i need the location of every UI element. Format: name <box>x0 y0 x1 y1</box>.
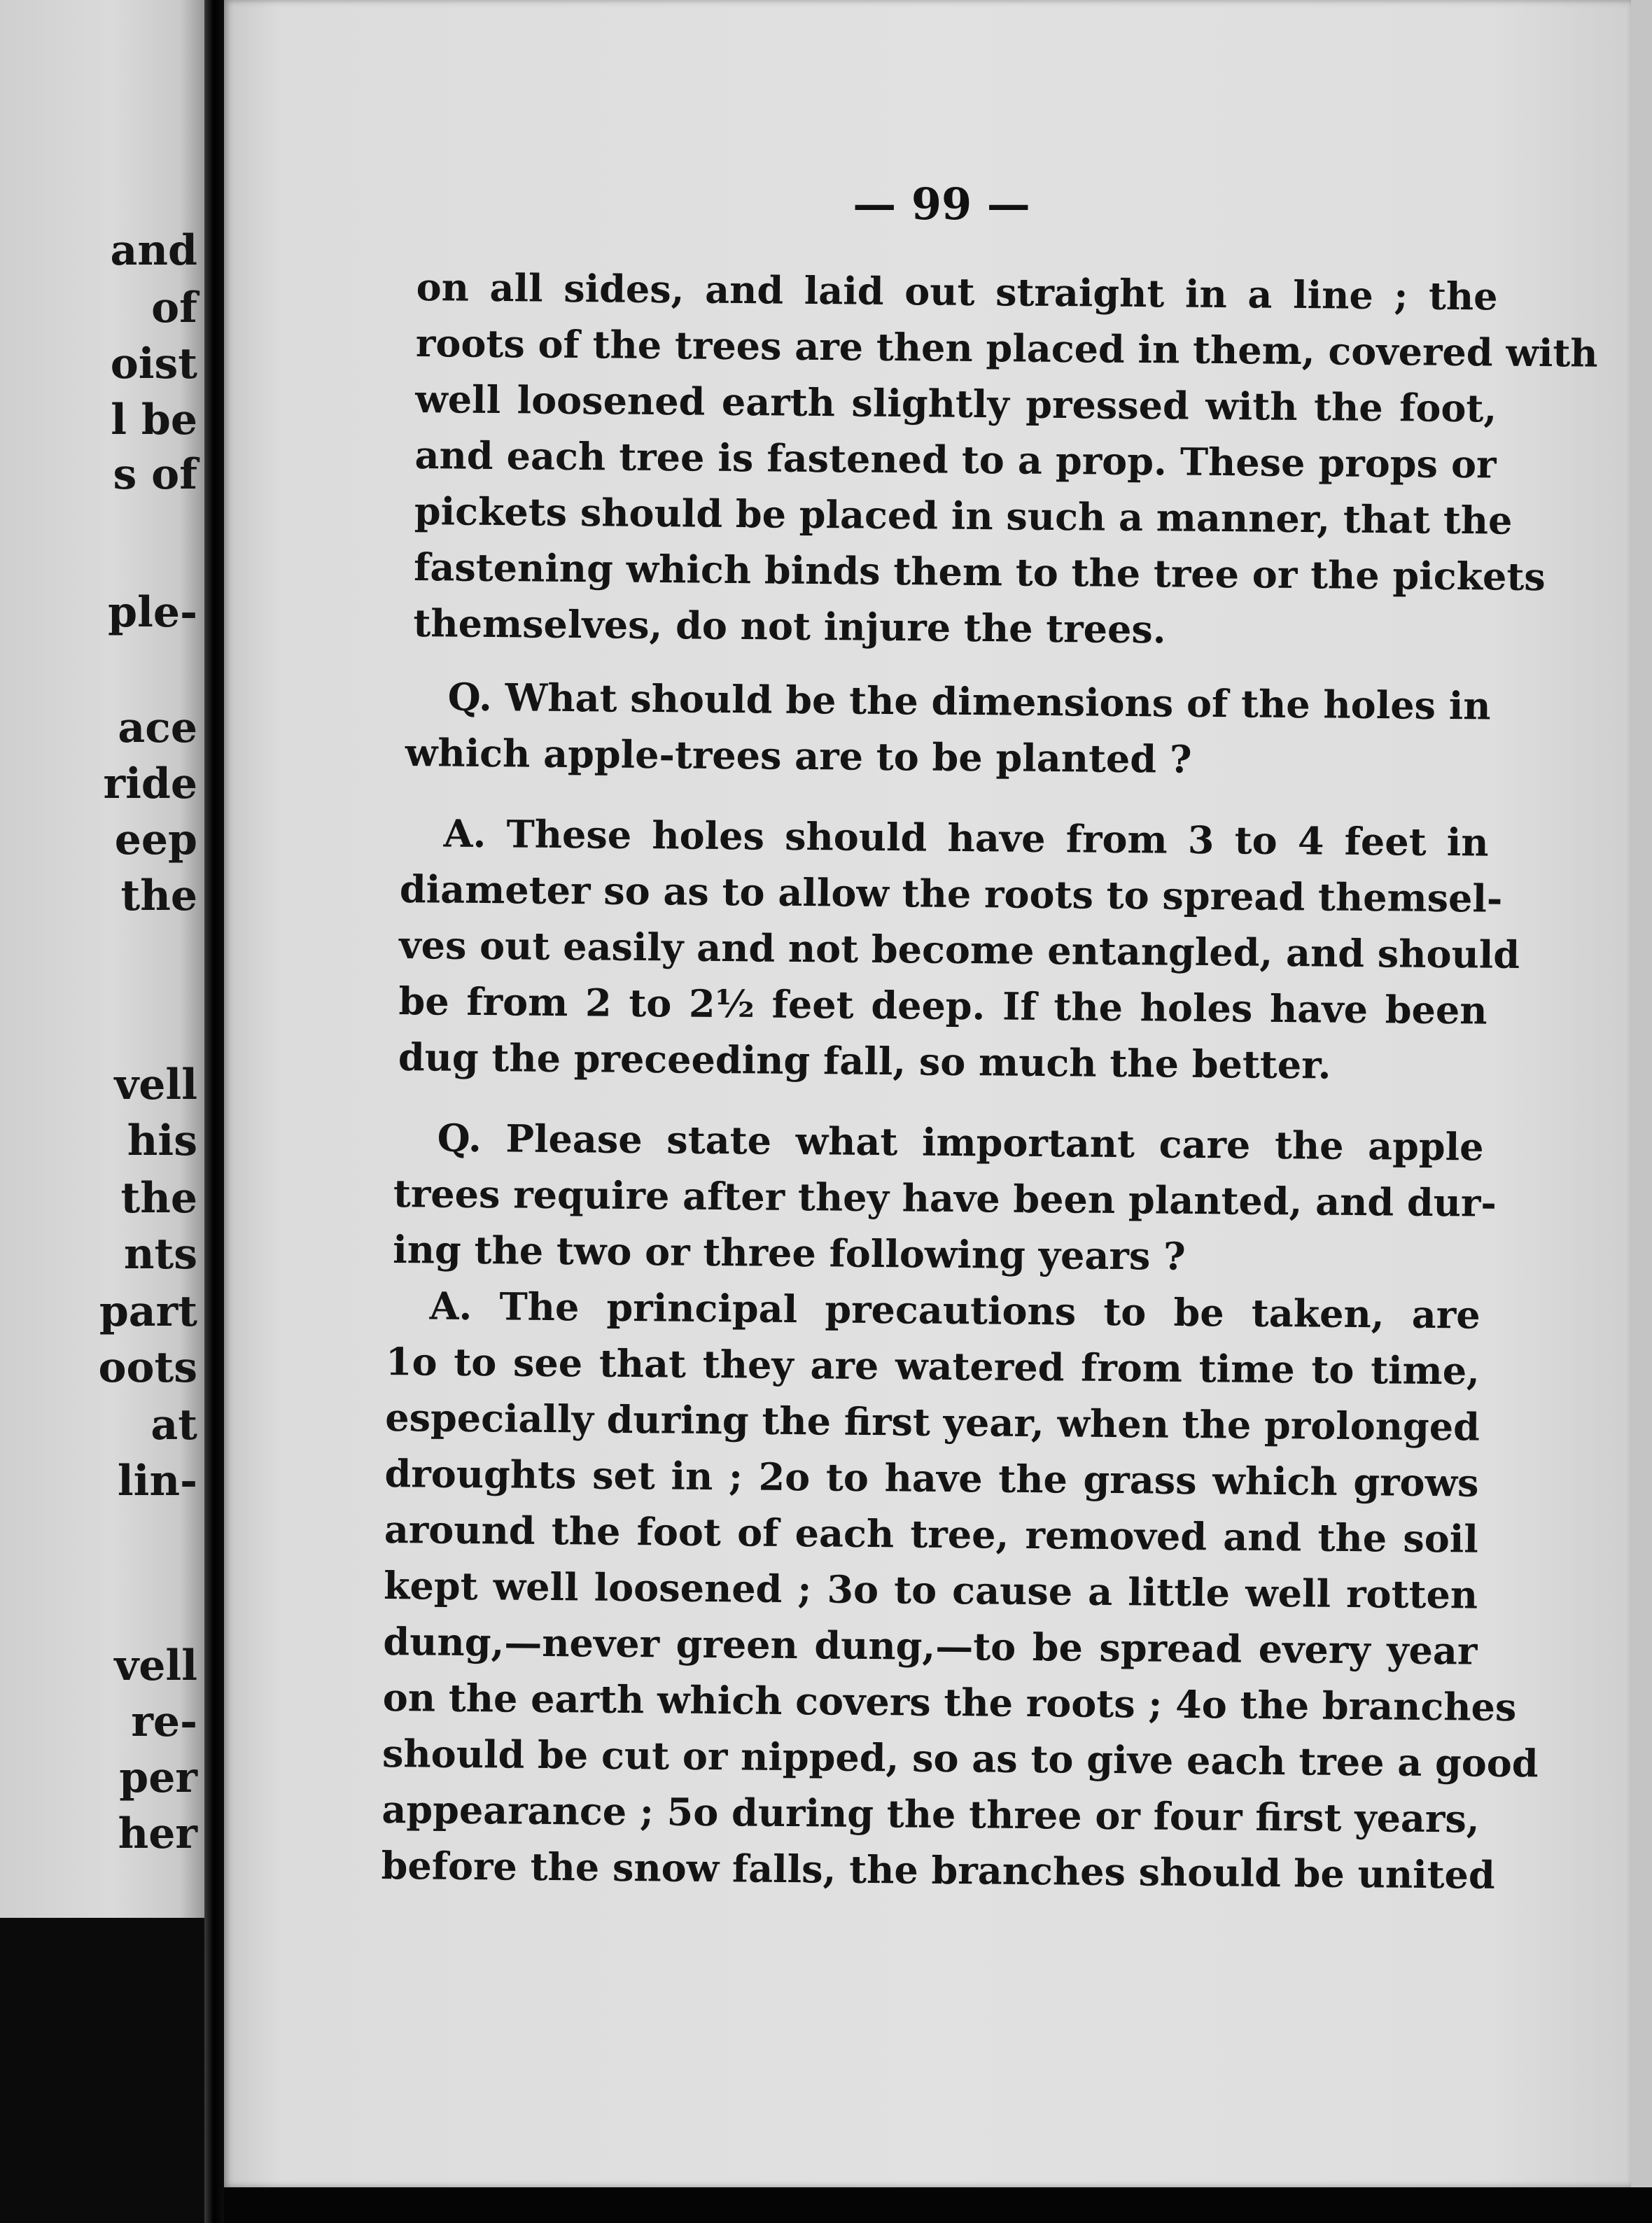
text-line: A. These holes should have from 3 to 4 feet in <box>443 811 1489 865</box>
left-page-fragment: of <box>151 283 197 332</box>
left-page <box>0 0 204 1918</box>
text-line: appearance ; 5o during the three or four first years, <box>382 1786 1480 1842</box>
left-page-fragment: nts <box>123 1230 197 1279</box>
left-page-fragment: lin- <box>117 1457 197 1506</box>
answer-paragraph <box>398 805 1520 1095</box>
left-page-fragment: ride <box>103 759 197 808</box>
text-line: ves out easily and not become entangled, and should <box>398 922 1520 977</box>
text-line: Q. Please state what important care the apple <box>437 1115 1484 1170</box>
text-line: dung,—never green dung,—to be spread every year <box>383 1618 1478 1674</box>
text-line: well loosened earth slightly pressed with the foot, <box>414 376 1497 431</box>
text-line: around the foot of each tree, removed and the soil <box>384 1506 1479 1562</box>
text-line: before the snow falls, the branches should be united <box>381 1842 1495 1898</box>
page-number: — 99 — <box>853 178 1030 230</box>
text-line: dug the preceeding fall, so much the better. <box>398 1034 1331 1088</box>
left-page-fragment: part <box>99 1287 197 1336</box>
right-page <box>224 0 1631 2187</box>
left-page-fragment: ple- <box>108 588 197 637</box>
text-line: be from 2 to 2½ feet deep. If the holes have been <box>398 978 1488 1033</box>
left-page-fragment: the <box>120 1174 197 1223</box>
text-line: on all sides, and laid out straight in a line ; the <box>416 264 1498 319</box>
left-page-fragment: at <box>150 1401 197 1450</box>
text-line: fastening which binds them to the tree or the pickets <box>413 544 1546 600</box>
text-line: diameter so as to allow the roots to spread themsel- <box>399 866 1503 921</box>
left-page-fragment: the <box>120 871 197 920</box>
left-page-fragment: per <box>119 1753 197 1802</box>
page-edge <box>1631 0 1652 2223</box>
text-line: themselves, do not injure the trees. <box>413 600 1166 652</box>
text-line: should be cut or nipped, so as to give each tree a good <box>382 1730 1539 1786</box>
text-line: A. The principal precautions to be taken, are <box>429 1283 1480 1338</box>
question-paragraph <box>405 668 1491 790</box>
left-page-fragment: and <box>110 226 197 275</box>
scan-border <box>224 2187 1652 2223</box>
left-page-fragment: s of <box>113 450 197 499</box>
left-page-fragment: ace <box>118 703 197 752</box>
text-line: Q. What should be the dimensions of the holes in <box>447 674 1491 729</box>
answer-paragraph <box>381 1277 1539 1903</box>
text-line: ing the two or three following years ? <box>392 1226 1186 1279</box>
text-line: which apple-trees are to be planted ? <box>405 729 1192 782</box>
paragraph-continuation <box>413 259 1598 660</box>
left-page-fragment: her <box>118 1809 197 1858</box>
text-line: especially during the first year, when the prolonged <box>384 1394 1480 1450</box>
left-page-fragment: oist <box>110 339 197 388</box>
text-line: pickets should be placed in such a manner, that the <box>414 488 1513 543</box>
text-line: 1o to see that they are watered from time to time, <box>385 1338 1480 1394</box>
left-page-fragment: re- <box>131 1697 197 1746</box>
left-page-fragment: his <box>127 1116 197 1165</box>
question-paragraph <box>392 1109 1497 1287</box>
left-page-fragment: eep <box>114 815 197 864</box>
left-page-fragment: vell <box>114 1060 197 1109</box>
left-page-fragment: vell <box>114 1641 197 1690</box>
text-line: roots of the trees are then placed in them, covered with <box>415 320 1598 376</box>
left-page-fragment: oots <box>98 1343 197 1392</box>
left-page-fragment: l be <box>111 395 197 444</box>
text-line: droughts set in ; 2o to have the grass which grows <box>384 1450 1479 1506</box>
text-line: and each tree is fastened to a prop. These props or <box>414 432 1497 487</box>
text-line: trees require after they have been planted, and dur- <box>393 1170 1497 1226</box>
text-line: on the earth which covers the roots ; 4o the branches <box>382 1674 1517 1730</box>
text-line: kept well loosened ; 3o to cause a little well rotten <box>383 1562 1478 1618</box>
